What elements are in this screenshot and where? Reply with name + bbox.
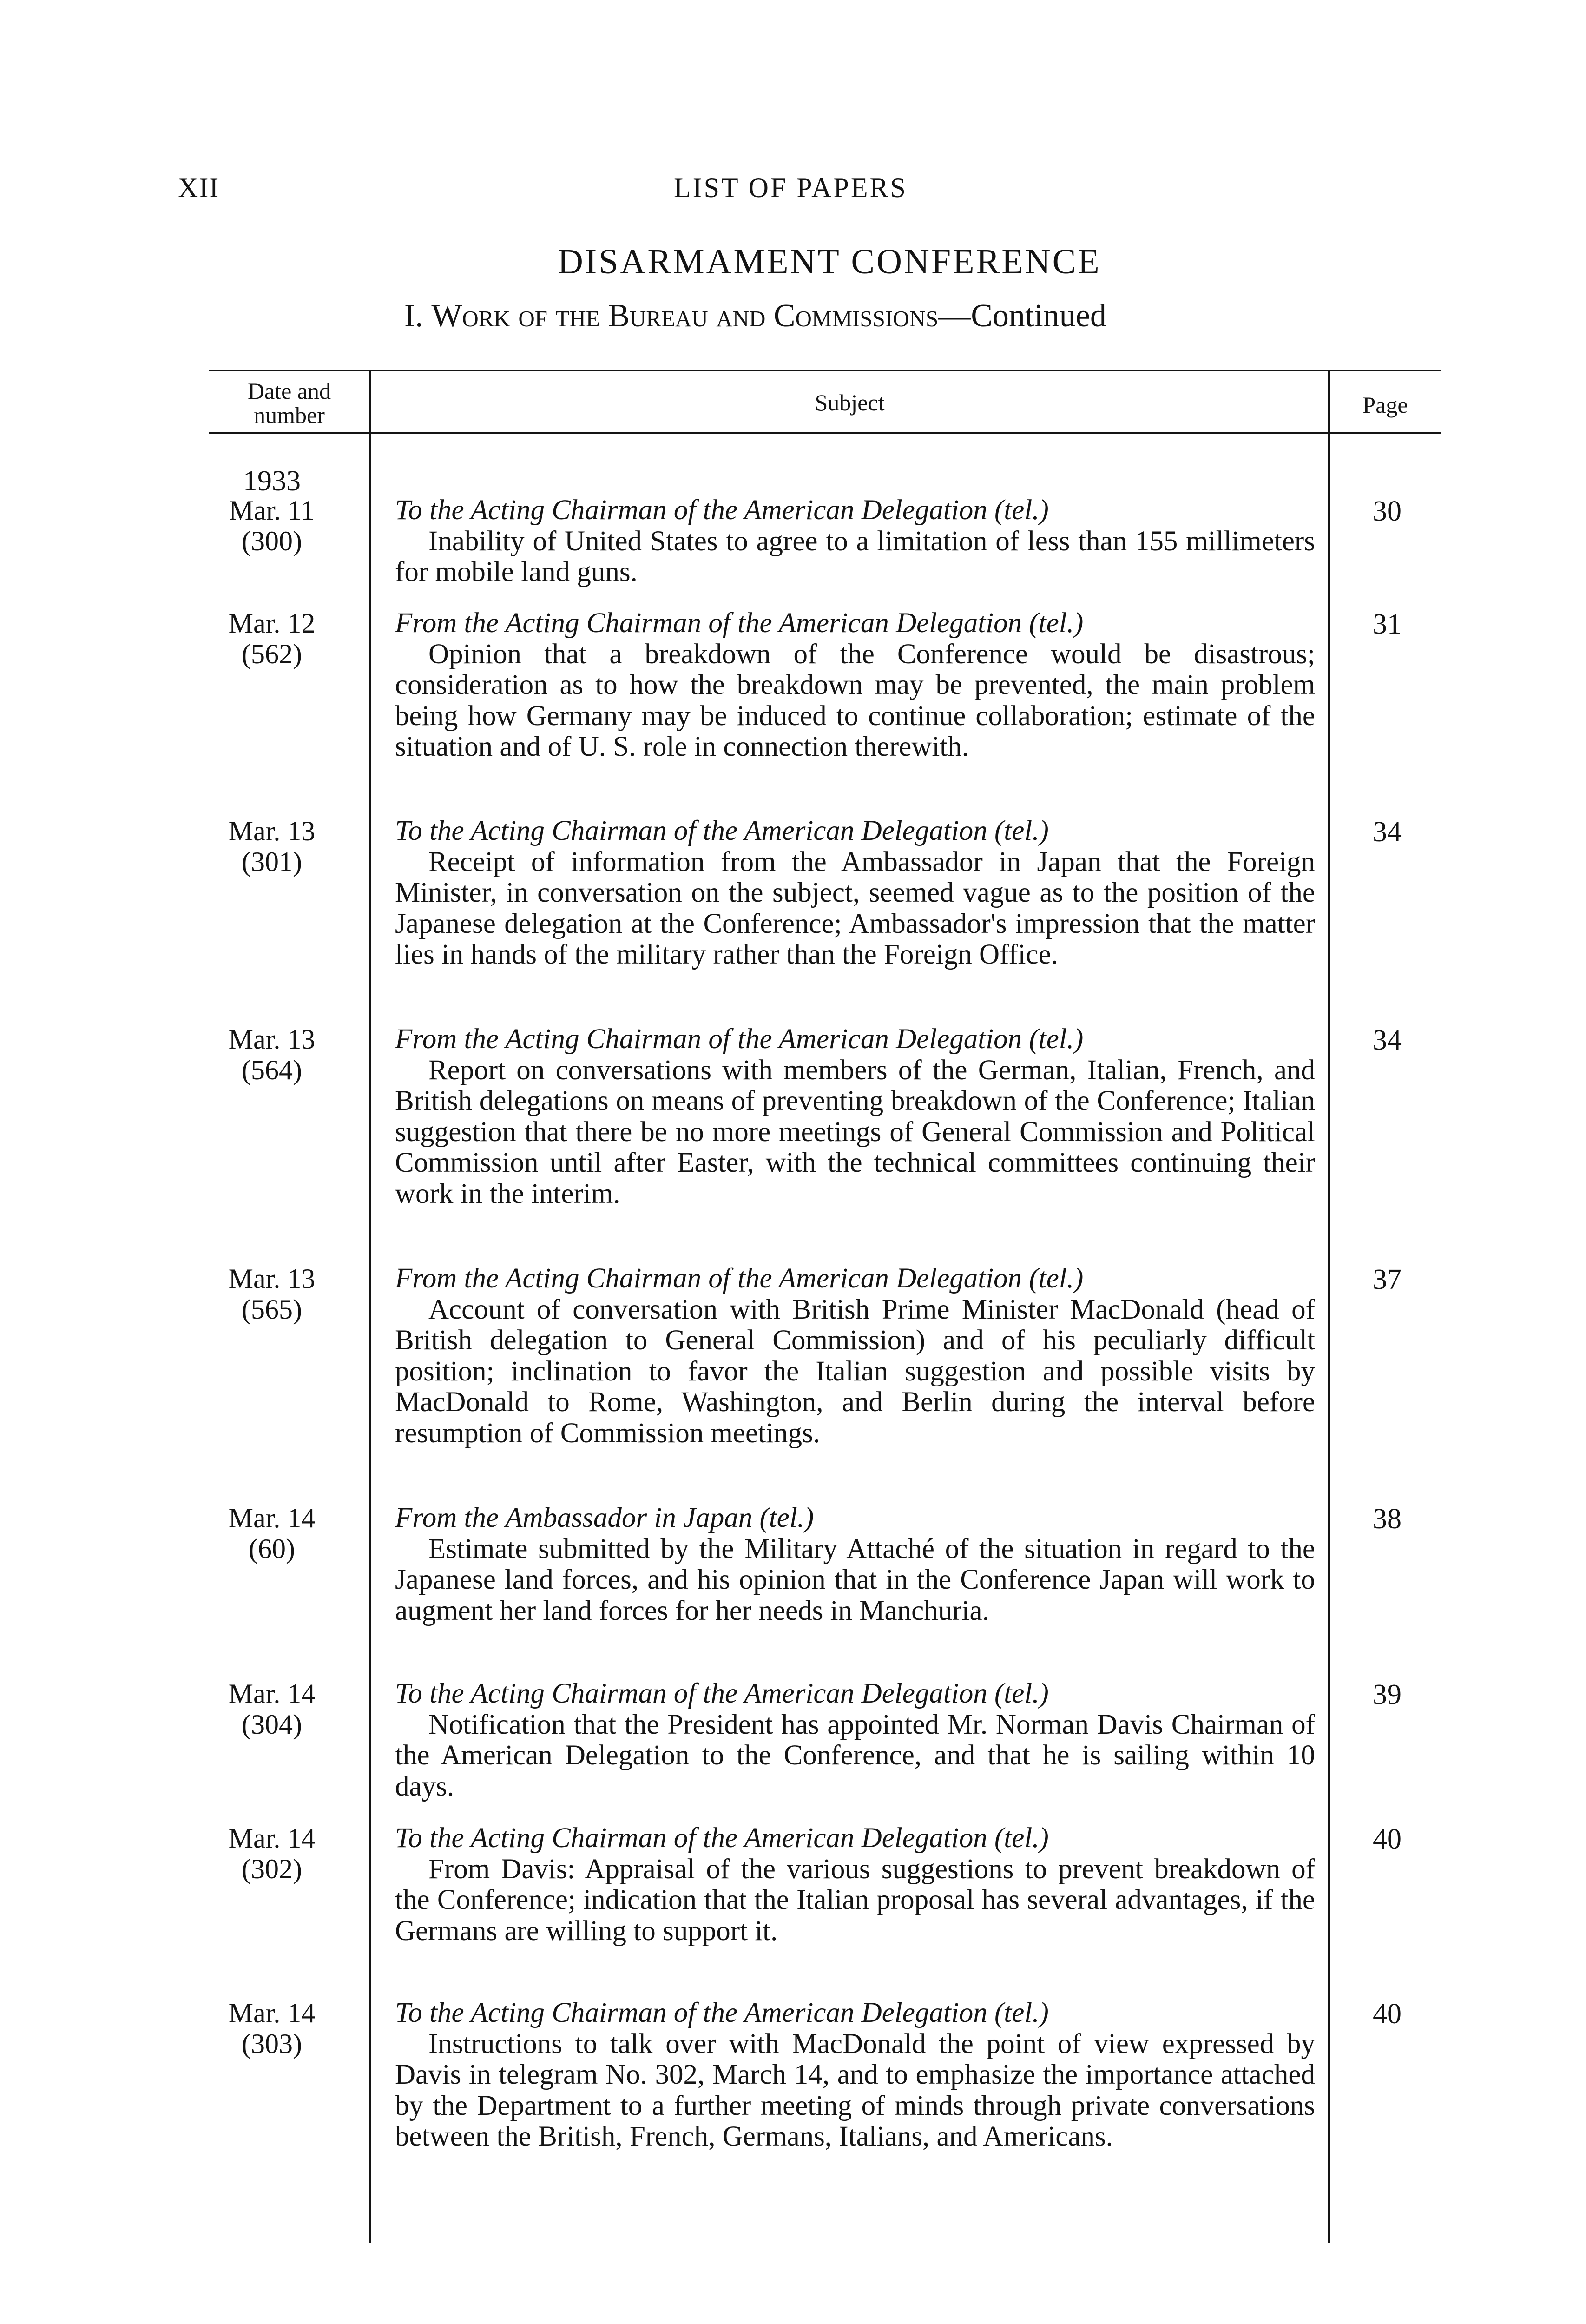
entry-date: [204, 1998, 339, 2059]
entry-page: 34: [1373, 1024, 1402, 1056]
table-header-rule: [209, 432, 1441, 434]
entry-page: 30: [1373, 495, 1402, 527]
entry-number: (564): [242, 1055, 302, 1085]
entry-page: 40: [1373, 1998, 1402, 2030]
entry-number: (300): [242, 526, 302, 556]
page-number: XII: [178, 172, 220, 203]
date-header-line1: Date and: [247, 378, 331, 404]
entry-subject: [395, 495, 1315, 588]
entry-number: (562): [242, 639, 302, 669]
entry-subject: [395, 1024, 1315, 1209]
entry-date-text: Mar. 14: [228, 1678, 316, 1709]
entry-heading: From the Acting Chairman of the American Delegation (tel.): [395, 1263, 1084, 1294]
entry-heading: To the Acting Chairman of the American Delegation (tel.): [395, 495, 1049, 526]
entry-number: (304): [242, 1709, 302, 1740]
entry-subject: [395, 1503, 1315, 1626]
entry-date-text: Mar. 11: [229, 495, 315, 526]
entry-date: [204, 816, 339, 877]
entry-date-text: Mar. 14: [228, 1823, 316, 1854]
entry-date-text: Mar. 13: [228, 1263, 316, 1294]
entry-date: [204, 1024, 339, 1085]
table-top-rule: [209, 370, 1441, 371]
entry-date-text: Mar. 12: [228, 608, 316, 639]
entry-date-text: Mar. 14: [228, 1998, 316, 2028]
subject-column-header: Subject: [815, 390, 885, 416]
entry-page: 31: [1373, 608, 1402, 640]
date-column-header: [209, 379, 369, 427]
entry-subject: [395, 1823, 1315, 1947]
entry-description: Estimate submitted by the Military Attaché of the situation in regard to the Japanese land forces, and his opinion that in the Conference Japan will work to augment her land forces for her needs in Manchuria.: [395, 1533, 1315, 1626]
entry-page: 34: [1373, 816, 1402, 848]
entry-date-text: Mar. 14: [228, 1503, 316, 1533]
entry-subject: [395, 1263, 1315, 1449]
entry-description: From Davis: Appraisal of the various suggestions to prevent breakdown of the Conference; indication that the Italian proposal has several advantages, if the Germans are willing to support it.: [395, 1853, 1315, 1947]
entry-date: [204, 495, 339, 556]
entry-heading: To the Acting Chairman of the American Delegation (tel.): [395, 1997, 1049, 2028]
entry-heading: To the Acting Chairman of the American Delegation (tel.): [395, 1678, 1049, 1709]
entry-page: 40: [1373, 1823, 1402, 1855]
entry-date: [204, 1503, 339, 1564]
entry-page: 37: [1373, 1264, 1402, 1295]
date-header-line2: number: [254, 402, 325, 428]
entry-description: Inability of United States to agree to a limitation of less than 155 millimeters for mobile land guns.: [395, 525, 1315, 588]
year-label: 1933: [243, 465, 301, 497]
entry-description: Account of conversation with British Prime Minister MacDonald (head of British delegation to General Commission) and of his peculiarly difficult position; inclination to favor the Italian suggestion and possible visits by MacDonald to Rome, Washington, and Berlin during the interval before resumption of Commission meetings.: [395, 1294, 1315, 1449]
conference-title: DISARMAMENT CONFERENCE: [558, 242, 1101, 281]
entry-page: 38: [1373, 1503, 1402, 1535]
entry-description: Instructions to talk over with MacDonald the point of view expressed by Davis in telegram No. 302, March 14, and to emphasize the importance attached by the Department to a further meeting of minds through private conversations between the British, French, Germans, Italians, and Americans.: [395, 2028, 1315, 2152]
entry-heading: From the Acting Chairman of the American Delegation (tel.): [395, 1023, 1084, 1055]
entry-date: [204, 608, 339, 669]
section-title-suffix: —Continued: [938, 298, 1106, 334]
entry-description: Opinion that a breakdown of the Conference would be disastrous; consideration as to how the breakdown may be prevented, the main problem being how Germany may be induced to continue collaboration; estimate of the situation and of U. S. role in connection therewith.: [395, 638, 1315, 762]
entry-date-text: Mar. 13: [228, 816, 316, 846]
entry-date: [204, 1263, 339, 1325]
entry-number: (60): [249, 1533, 295, 1564]
page-column-header: Page: [1362, 392, 1408, 418]
entry-subject: [395, 608, 1315, 763]
entry-description: Report on conversations with members of the German, Italian, French, and British delegations on means of preventing breakdown of the Conference; Italian suggestion that there be no more meetings of General Commission and Political Commission until after Easter, with the technical committees continuing their work in the interim.: [395, 1054, 1315, 1209]
entry-subject: [395, 816, 1315, 971]
entry-date: [204, 1678, 339, 1740]
entry-heading: To the Acting Chairman of the American Delegation (tel.): [395, 1822, 1049, 1854]
entry-subject: [395, 1678, 1315, 1802]
section-title-text: Work of the Bureau and Commissions: [431, 298, 939, 334]
entry-heading: From the Acting Chairman of the American Delegation (tel.): [395, 607, 1084, 639]
entry-date-text: Mar. 13: [228, 1024, 316, 1055]
section-title: [404, 297, 1106, 335]
entry-subject: [395, 1998, 1315, 2152]
section-numeral: I.: [404, 298, 423, 334]
entry-number: (301): [242, 846, 302, 877]
entry-number: (302): [242, 1854, 302, 1884]
entry-description: Notification that the President has appointed Mr. Norman Davis Chairman of the American Delegation to the Conference, and that he is sailing within 10 days.: [395, 1709, 1315, 1802]
column-divider-page: [1328, 370, 1330, 2243]
entry-page: 39: [1373, 1679, 1402, 1710]
entry-number: (303): [242, 2028, 302, 2059]
entry-description: Receipt of information from the Ambassador in Japan that the Foreign Minister, in conversation on the subject, seemed vague as to the position of the Japanese delegation at the Conference; Ambassador's impression that the matter lies in hands of the military rather than the Foreign Office.: [395, 846, 1315, 970]
entry-heading: To the Acting Chairman of the American Delegation (tel.): [395, 815, 1049, 846]
entry-heading: From the Ambassador in Japan (tel.): [395, 1502, 814, 1533]
column-divider-date: [369, 370, 371, 2243]
entry-number: (565): [242, 1294, 302, 1325]
entry-date: [204, 1823, 339, 1884]
running-head: LIST OF PAPERS: [674, 172, 908, 203]
